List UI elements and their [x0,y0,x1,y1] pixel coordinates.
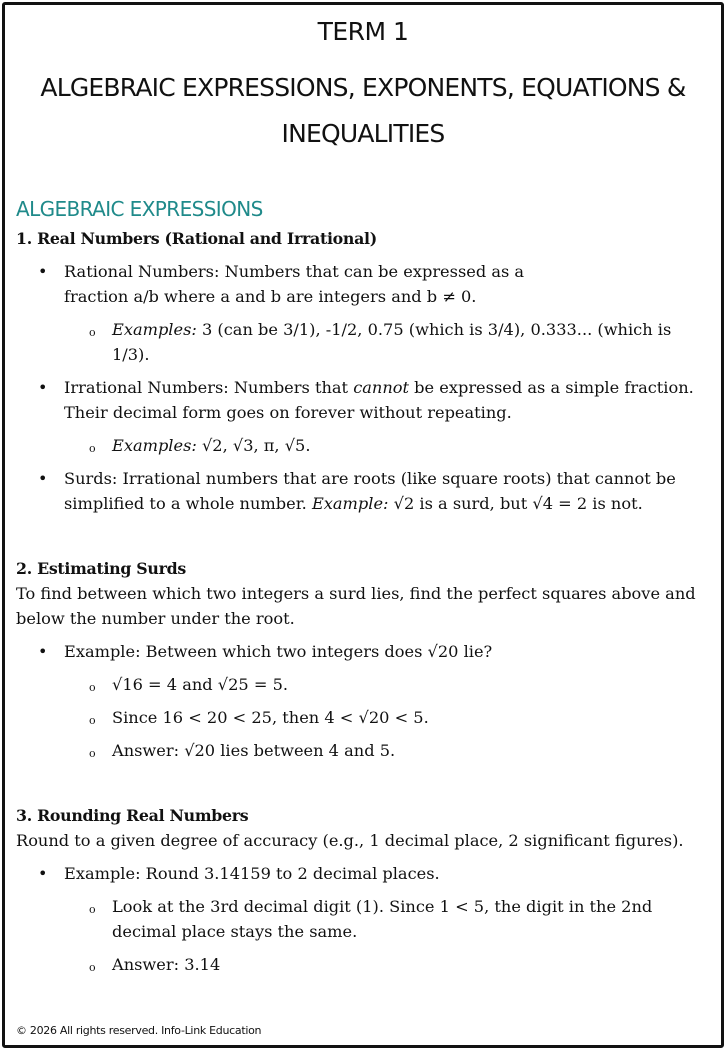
estimating-surds-heading: 2. Estimating Surds [16,559,186,578]
cannot-emphasis: cannot [353,378,410,397]
copyright-footer: © 2026 All rights reserved. Info-Link Education [16,1024,262,1037]
estimating-surds-list [16,639,711,763]
term-heading: TERM 1 [317,17,409,46]
irrational-definition-start: Irrational Numbers: Numbers that [64,378,354,397]
irrational-examples: √2, √3, π, √5. [196,436,311,455]
rational-definition-line2: fraction a/b where a and b are integers and b ≠ 0. [64,287,477,306]
rational-examples-item [16,317,711,367]
examples-label: Examples: [112,320,197,339]
rounding-step: o Answer: 3.14 [16,952,711,977]
estimating-example: • Example: Between which two integers does √20 lie? [16,639,711,664]
irrational-definition-end: be expressed as a simple fraction. Their decimal form goes on forever without repeating. [64,378,694,422]
surds-example: √2 is a surd, but √4 = 2 is not. [388,494,643,513]
irrational-numbers-item [16,375,711,425]
real-numbers-heading: 1. Real Numbers (Rational and Irrational) [16,229,377,248]
rational-numbers-item [16,259,711,309]
rational-definition-line1: Rational Numbers: Numbers that can be expressed as a [64,262,525,281]
rounding-step: o Look at the 3rd decimal digit (1). Since 1 < 5, the digit in the 2nd decimal place stays the same. [16,894,711,944]
page-title: ALGEBRAIC EXPRESSIONS, EXPONENTS, EQUATIONS & INEQUALITIES [40,73,686,148]
rounding-intro: Round to a given degree of accuracy (e.g., 1 decimal place, 2 significant figures). [16,831,684,850]
example-label: Example: [311,494,389,513]
estimating-step: o Answer: √20 lies between 4 and 5. [16,738,711,763]
document-page [2,2,724,1048]
surds-definition: Surds: Irrational numbers that are roots (like square roots) that cannot be simplified to a whole number. [64,469,676,513]
rational-examples: 3 (can be 3/1), -1/2, 0.75 (which is 3/4), 0.333... (which is 1/3). [112,320,672,364]
estimating-step: o √16 = 4 and √25 = 5. [16,672,711,697]
content [16,194,711,977]
surds-item [16,466,711,516]
rounding-heading: 3. Rounding Real Numbers [16,806,249,825]
rounding-list [16,861,711,977]
section-title: ALGEBRAIC EXPRESSIONS [16,197,263,221]
real-numbers-list [16,259,711,516]
irrational-examples-item [16,433,711,458]
estimating-step: o Since 16 < 20 < 25, then 4 < √20 < 5. [16,705,711,730]
examples-label: Examples: [112,436,197,455]
rounding-example: • Example: Round 3.14159 to 2 decimal places. [16,861,711,886]
estimating-surds-intro: To find between which two integers a surd lies, find the perfect squares above and below the number under the root. [16,584,696,628]
